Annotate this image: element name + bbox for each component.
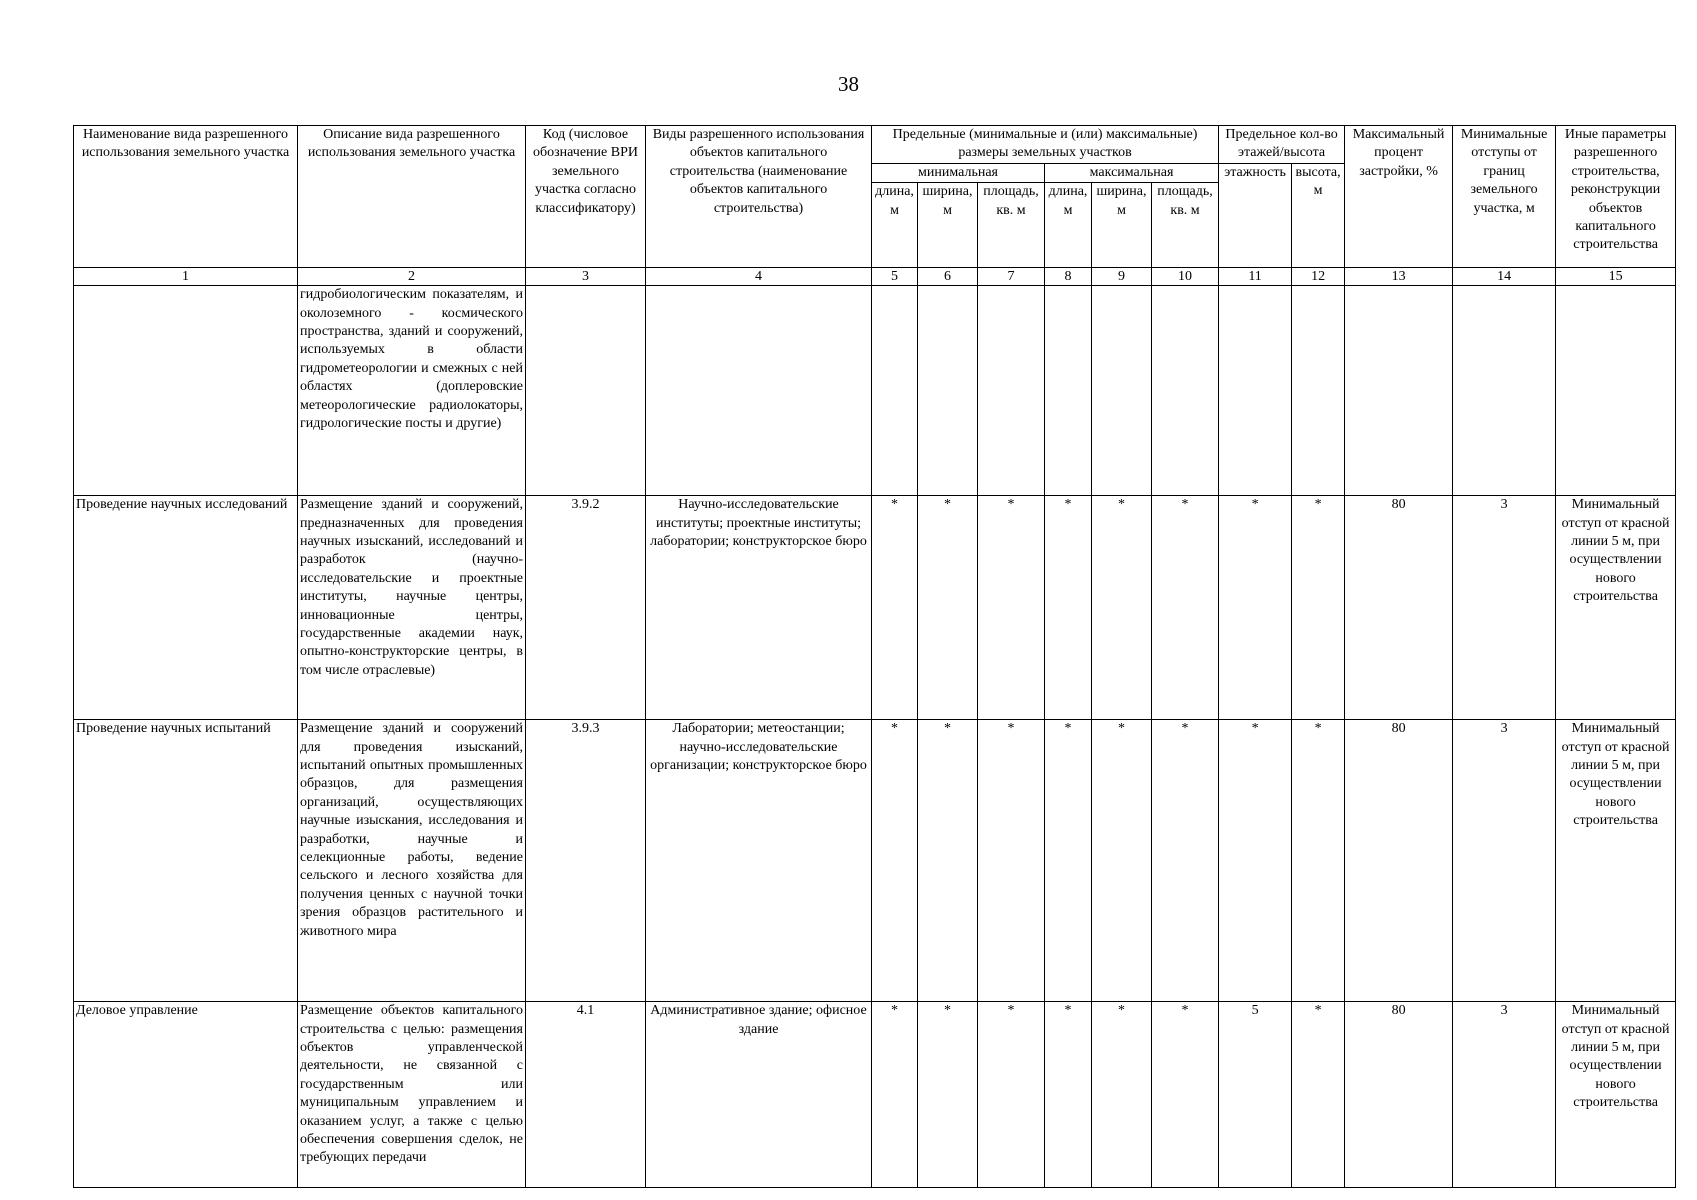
column-number: 5 [872, 268, 918, 286]
table-row [74, 720, 1676, 1002]
vri-description: Размещение объектов капитального строительства с целью: размещения объектов управленческой деятельности, не связанной с государственным или муниципальным управлением и оказанием услуг, а также с целью обеспечения совершения сделок, не требующих передачи [298, 1002, 526, 1188]
header-vri-description: Описание вида разрешенного использования земельного участка [298, 126, 526, 268]
min-width: * [918, 1002, 978, 1188]
table-row [74, 496, 1676, 720]
column-number: 10 [1152, 268, 1219, 286]
header-max-percent: Максимальный процент застройки, % [1345, 126, 1453, 268]
vri-description: гидробиологическим показателям, и околоземного - космического пространства, зданий и сооружений, используемых в области гидрометеорологии и смежных с ней областях (доплеровские метеорологические радиолокаторы, гидрологические посты и другие) [298, 286, 526, 496]
header-floors-height: Предельное кол-во этажей/высота [1219, 126, 1345, 164]
min-area: * [978, 1002, 1045, 1188]
floors: 5 [1219, 1002, 1292, 1188]
oks-types: Лаборатории; метеостанции; научно-исследовательские организации; конструкторское бюро [646, 720, 872, 1002]
header-minimal: минимальная [872, 163, 1045, 182]
max-percent: 80 [1345, 720, 1453, 1002]
column-number: 11 [1219, 268, 1292, 286]
vri-code: 3.9.3 [526, 720, 646, 1002]
min-offset: 3 [1453, 1002, 1556, 1188]
header-size-limits: Предельные (минимальные и (или) максимальные) размеры земельных участков [872, 126, 1219, 164]
column-number: 15 [1556, 268, 1676, 286]
header-vri-code: Код (числовое обозначение ВРИ земельного участка согласно классификатору) [526, 126, 646, 268]
column-number: 8 [1045, 268, 1092, 286]
vri-description: Размещение зданий и сооружений для проведения изысканий, испытаний опытных промышленных образцов, для размещения организаций, осуществляющих научные изыскания, исследования и разработки, научные и селекционные работы, ведение сельского и лесного хозяйства для получения ценных с научной точки зрения образцов растительного и животного мира [298, 720, 526, 1002]
max-length: * [1045, 496, 1092, 720]
max-width: * [1092, 720, 1152, 1002]
vri-code: 3.9.2 [526, 496, 646, 720]
column-number: 1 [74, 268, 298, 286]
height: * [1292, 1002, 1345, 1188]
max-percent: 80 [1345, 496, 1453, 720]
table-row-continuation [74, 286, 1676, 496]
regulations-table [73, 125, 1676, 1188]
column-number: 3 [526, 268, 646, 286]
vri-code: 4.1 [526, 1002, 646, 1188]
min-area: * [978, 720, 1045, 1002]
max-area: * [1152, 720, 1219, 1002]
min-length: * [872, 720, 918, 1002]
min-offset: 3 [1453, 496, 1556, 720]
height: * [1292, 496, 1345, 720]
max-length: * [1045, 1002, 1092, 1188]
max-length: * [1045, 720, 1092, 1002]
header-other-params: Иные параметры разрешенного строительства, реконструкции объектов капитального строительства [1556, 126, 1676, 268]
header-height: высота, м [1292, 163, 1345, 267]
other-params: Минимальный отступ от красной линии 5 м, при осуществлении нового строительства [1556, 1002, 1676, 1188]
max-width: * [1092, 496, 1152, 720]
max-width: * [1092, 1002, 1152, 1188]
table-row [74, 1002, 1676, 1188]
floors: * [1219, 496, 1292, 720]
column-number: 12 [1292, 268, 1345, 286]
header-floors: этажность [1219, 163, 1292, 267]
header-max-length: длина, м [1045, 183, 1092, 268]
header-min-offsets: Минимальные отступы от границ земельного участка, м [1453, 126, 1556, 268]
header-maximal: максимальная [1045, 163, 1219, 182]
column-number: 4 [646, 268, 872, 286]
page-number: 38 [838, 72, 859, 96]
header-min-width: ширина, м [918, 183, 978, 268]
max-percent: 80 [1345, 1002, 1453, 1188]
column-number: 6 [918, 268, 978, 286]
table-header [74, 126, 1676, 286]
header-min-area: площадь, кв. м [978, 183, 1045, 268]
min-length: * [872, 496, 918, 720]
column-number: 2 [298, 268, 526, 286]
other-params: Минимальный отступ от красной линии 5 м, при осуществлении нового строительства [1556, 720, 1676, 1002]
min-width: * [918, 496, 978, 720]
other-params: Минимальный отступ от красной линии 5 м, при осуществлении нового строительства [1556, 496, 1676, 720]
column-number: 13 [1345, 268, 1453, 286]
vri-name: Проведение научных испытаний [74, 720, 298, 1002]
header-max-area: площадь, кв. м [1152, 183, 1219, 268]
vri-name: Деловое управление [74, 1002, 298, 1188]
vri-name: Проведение научных исследований [74, 496, 298, 720]
header-min-length: длина, м [872, 183, 918, 268]
header-oks-types: Виды разрешенного использования объектов капитального строительства (наименование объектов капитального строительства) [646, 126, 872, 268]
vri-description: Размещение зданий и сооружений, предназначенных для проведения научных изысканий, исследований и разработок (научно-исследовательские и проектные институты, научные центры, инновационные центры, государственные академии наук, опытно-конструкторские центры, в том числе отраслевые) [298, 496, 526, 720]
min-length: * [872, 1002, 918, 1188]
column-numbers-row [74, 268, 1676, 286]
min-offset: 3 [1453, 720, 1556, 1002]
header-vri-name: Наименование вида разрешенного использования земельного участка [74, 126, 298, 268]
height: * [1292, 720, 1345, 1002]
column-number: 9 [1092, 268, 1152, 286]
max-area: * [1152, 496, 1219, 720]
min-width: * [918, 720, 978, 1002]
column-number: 7 [978, 268, 1045, 286]
column-number: 14 [1453, 268, 1556, 286]
header-max-width: ширина, м [1092, 183, 1152, 268]
min-area: * [978, 496, 1045, 720]
oks-types: Научно-исследовательские институты; проектные институты; лаборатории; конструкторское бюро [646, 496, 872, 720]
max-area: * [1152, 1002, 1219, 1188]
oks-types: Административное здание; офисное здание [646, 1002, 872, 1188]
floors: * [1219, 720, 1292, 1002]
